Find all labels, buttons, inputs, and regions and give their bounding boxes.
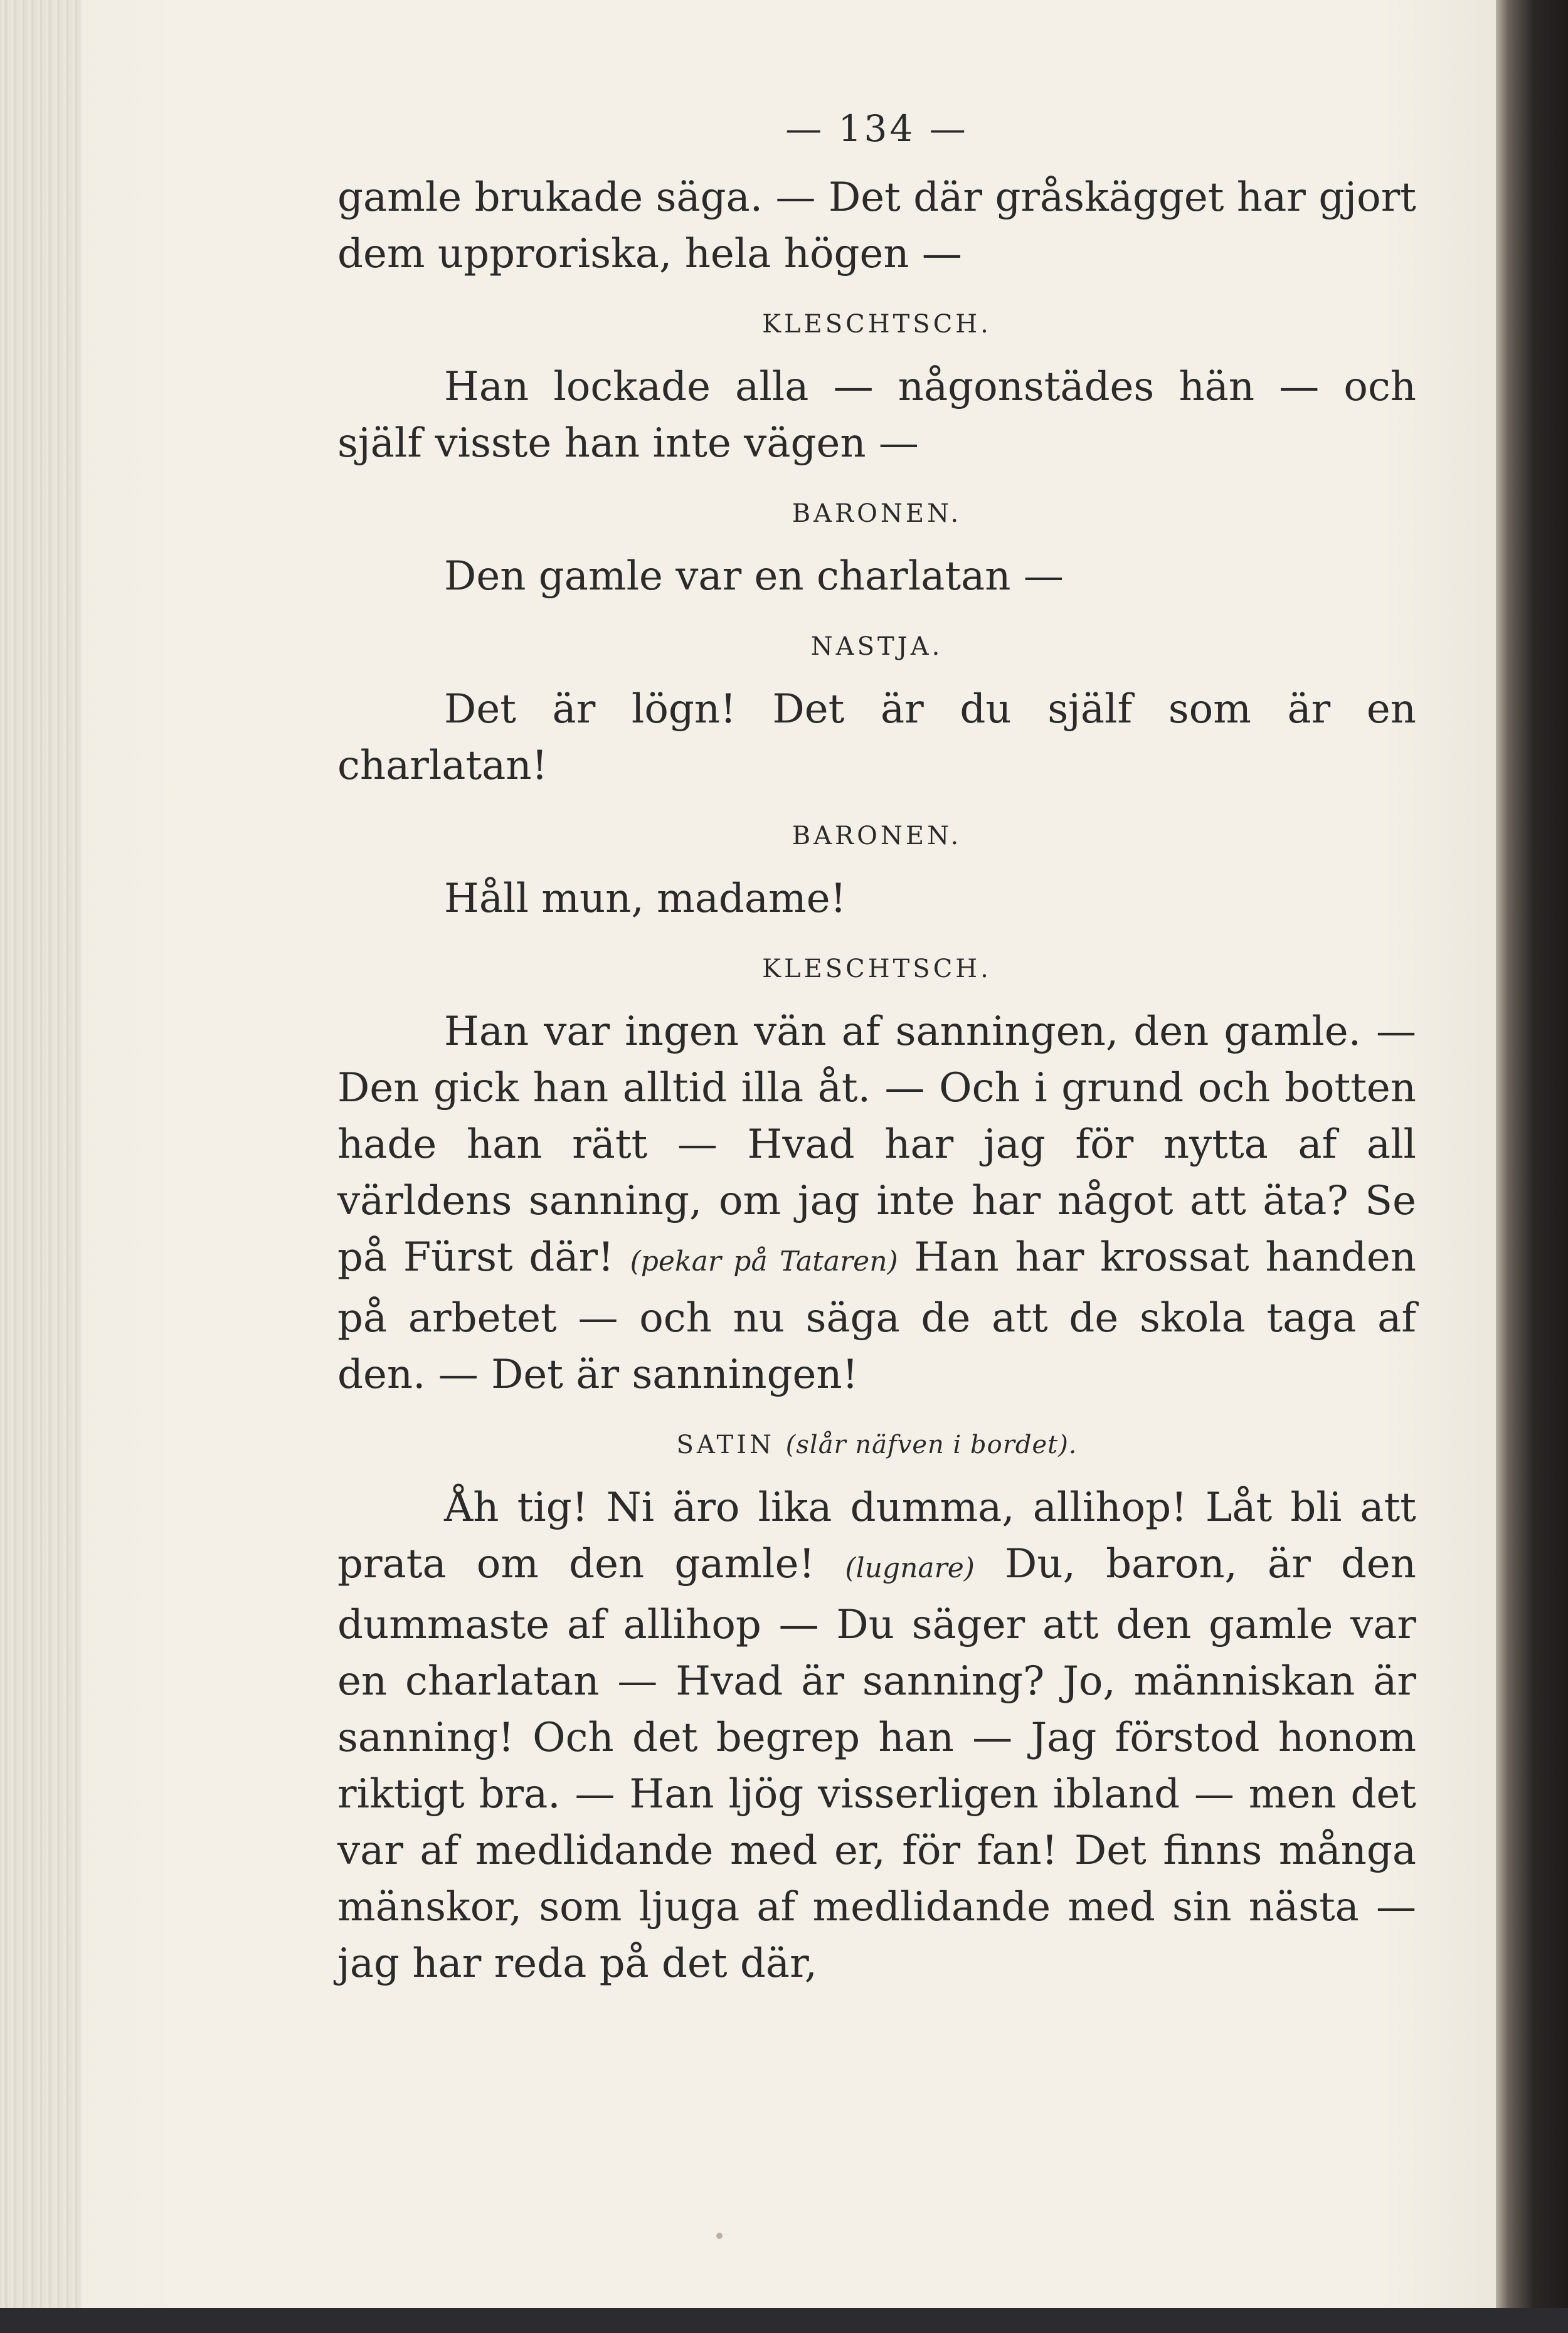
paragraph bbox=[337, 1003, 1416, 1403]
paragraph: Den gamle var en charlatan — bbox=[444, 553, 1064, 600]
paragraph bbox=[337, 1479, 1416, 1992]
paragraph-text: Du, baron, är den dummaste af allihop — Du säger att den gamle var en charlatan — Hvad är sanning? Jo, människan är sanning! Och det begrep han — Jag förstod honom riktigt bra. — Han ljög visserligen ibland — men det var af medlidande med er, för fan! Det finns många mänskor, som ljuga af medlidande med sin nästa — jag har reda på det där, bbox=[337, 1541, 1416, 1987]
paragraph: Håll mun, madame! bbox=[444, 876, 847, 922]
paragraph: Han lockade alla — någonstädes hän — och själf visste han inte vägen — bbox=[337, 364, 1416, 467]
speaker-name: KLESCHTSCH. bbox=[762, 310, 992, 339]
speaker-name: BARONEN. bbox=[792, 822, 962, 850]
paragraph: gamle brukade säga. — Det där gråskägget har gjort dem upproriska, hela högen — bbox=[337, 174, 1416, 277]
speaker-name: NASTJA. bbox=[810, 632, 943, 661]
stage-direction: (slår näfven i bordet). bbox=[785, 1431, 1078, 1459]
paragraph-text: Han har krossat handen på arbetet — och nu säga de att de skola taga af den. — Det är sanningen! bbox=[337, 1234, 1417, 1398]
stage-direction: (lugnare) bbox=[845, 1552, 975, 1584]
speaker-label: SATIN bbox=[676, 1431, 775, 1459]
page-text bbox=[337, 100, 1416, 1992]
paragraph: Det är lögn! Det är du själf som är en charlatan! bbox=[337, 686, 1416, 789]
speaker-name bbox=[337, 1417, 1416, 1473]
speaker-name: KLESCHTSCH. bbox=[762, 955, 992, 983]
page-stack-edges bbox=[0, 0, 82, 2308]
background-surface bbox=[0, 2308, 1568, 2333]
stage-direction: (pekar på Tataren) bbox=[630, 1246, 898, 1278]
paragraph-text: Åh tig! Ni äro lika dumma, allihop! Låt bli att prata om den gamle! bbox=[337, 1484, 1416, 1587]
paragraph-text: Han var ingen vän af sanningen, den gamle. — Den gick han alltid illa åt. — Och i grund och botten hade han rätt — Hvad har jag för nytta af all världens sanning, om jag inte har något att äta? Se på Fürst där! bbox=[337, 1008, 1416, 1281]
page-number: — 134 — bbox=[785, 107, 968, 150]
facing-page-edge bbox=[1496, 0, 1568, 2333]
paper-speck bbox=[716, 2233, 723, 2239]
speaker-name: BARONEN. bbox=[792, 499, 962, 528]
